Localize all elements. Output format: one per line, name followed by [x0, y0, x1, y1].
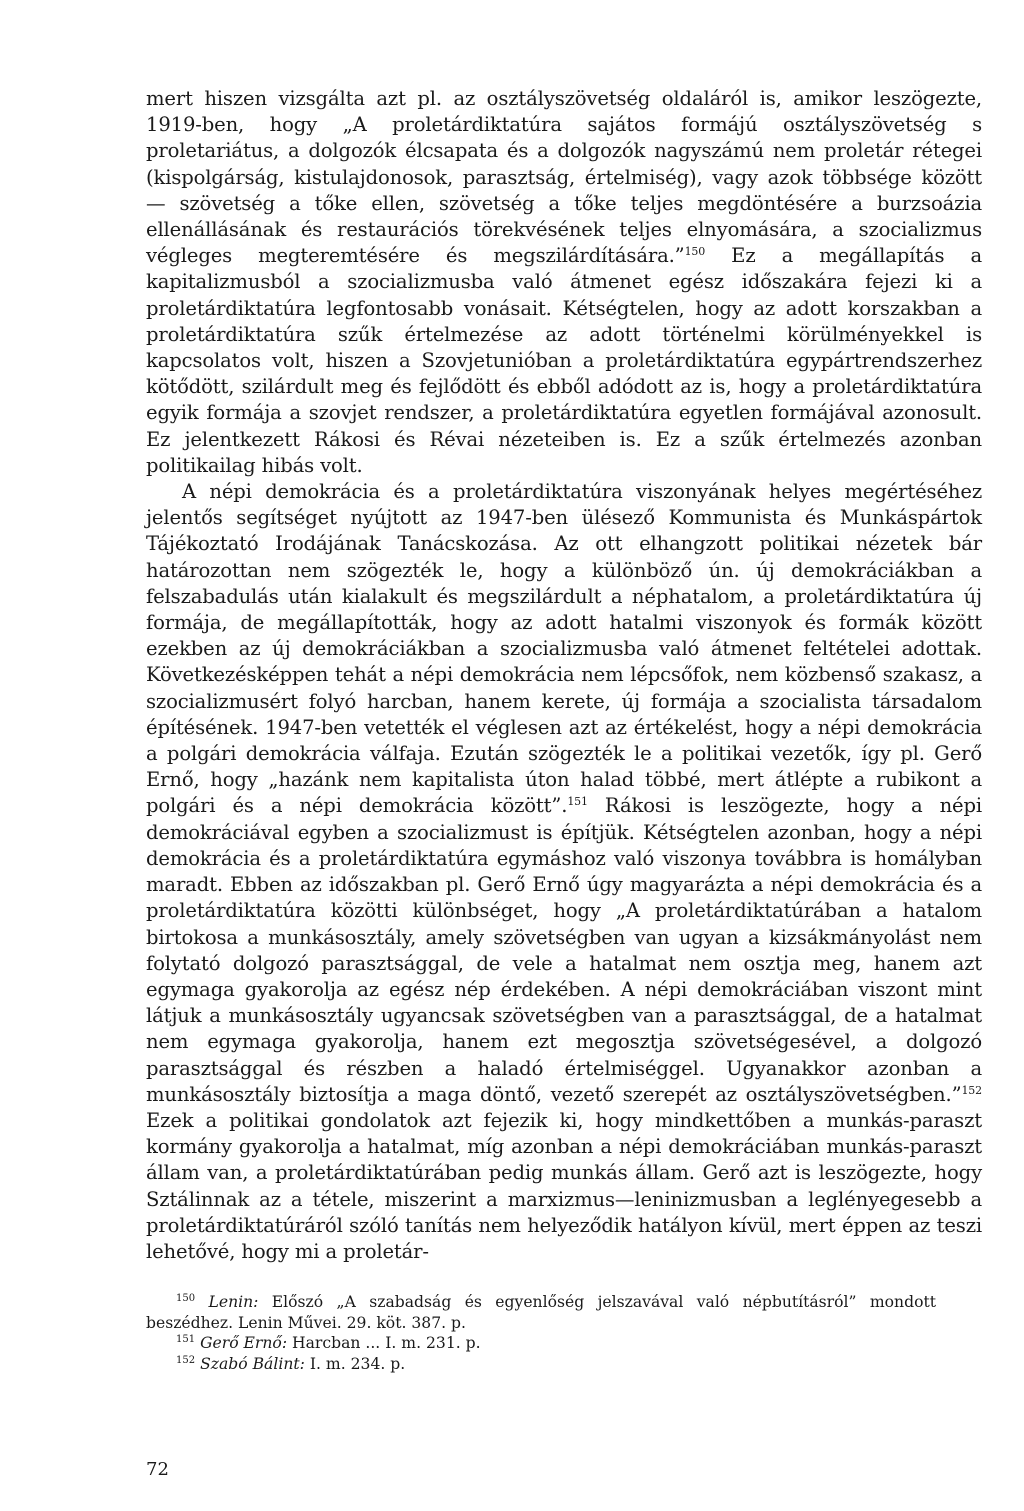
- footnote-text: Harcban ... I. m. 231. p.: [287, 1334, 481, 1352]
- p1-text-2: Ez a megállapítás a kapitalizmusból a szocializmusba való átmenet egész időszakára fejezi ki a proletárdiktatúra legfontosabb vonásait. Kétségtelen, hogy az adott korszakban a proletárdiktatúra szűk értelmezése az adott történelmi körülményekkel is kapcsolatos volt, hiszen a Szovjetunióban a proletárdiktatúra egypártrendszerhez kötődött, szilárdult meg és fejlődött és ebből adódott az is, hogy a proletárdiktatúra egyik formája a szovjet rendszer, a proletárdiktatúra egyetlen formájával azonosult. Ez jelentkezett Rákosi és Révai nézeteiben is. Ez a szűk értelmezés azonban politikailag hibás volt.: [146, 244, 983, 477]
- p2-text-2: Rákosi is leszögezte, hogy a népi demokráciával egyben a szocializmust is építjük. Kétségtelen azonban, hogy a népi demokrácia és a proletárdiktatúra egymáshoz való viszonya továbbra is homályban maradt. Ebben az időszakban pl. Gerő Ernő úgy magyarázta a népi demokrácia és a proletárdiktatúra közötti különbséget, hogy „A proletárdiktatúrában a hatalom birtokosa a munkásosztály, amely szövetségben van ugyan a kizsákmányolást nem folytató dolgozó parasztsággal, de vele a hatalmat nem osztja meg, hanem azt egymaga gyakorolja az egész nép érdekében. A népi demokráciában viszont mint látjuk a munkásosztály ugyancsak szövetségben van a parasztsággal, de a hatalmat nem egymaga gyakorolja, hanem ezt megosztja szövetségesével, a dolgozó parasztsággal és részben a haladó értelmiséggel. Ugyanakkor azonban a munkásosztály biztosítja a maga döntő, vezető szerepét az osztályszövetségben.”: [146, 794, 982, 1106]
- footnote-number: 150: [176, 1293, 196, 1304]
- footnotes: [146, 1292, 936, 1374]
- footnote-ref-151: 151: [567, 795, 588, 809]
- footnote-author: Lenin:: [208, 1293, 259, 1311]
- footnote-ref-150: 150: [684, 245, 706, 259]
- footnote-number: 152: [176, 1354, 196, 1366]
- footnote-150: [146, 1292, 936, 1333]
- paragraph-2: [146, 479, 982, 1265]
- footnote-author: Szabó Bálint:: [200, 1354, 305, 1373]
- footnote-number: 151: [176, 1334, 196, 1345]
- body-text: [146, 86, 982, 1265]
- page-number: 72: [146, 1459, 169, 1480]
- footnote-author: Gerő Ernő:: [200, 1334, 288, 1352]
- footnote-text: Előszó „A szabadság és egyenlőség jelszavával való népbutításról” mondott beszédhez. Lenin Művei. 29. köt. 387. p.: [146, 1293, 936, 1332]
- footnote-151: [146, 1333, 936, 1354]
- footnote-text: I. m. 234. p.: [304, 1354, 406, 1373]
- footnote-ref-152: 152: [961, 1083, 982, 1097]
- p2-text-3: Ezek a politikai gondolatok azt fejezik ki, hogy mindkettőben a munkás-paraszt kormány gyakorolja a hatalmat, míg azonban a népi demokráciában munkás-paraszt állam van, a proletárdiktatúrában pedig munkás állam. Gerő azt is leszögezte, hogy Sztálinnak az a tétele, miszerint a marxizmus—leninizmusban a leglényegesebb a proletárdiktatúráról szóló tanítás nem helyeződik hatályon kívül, mert éppen az teszi lehetővé, hogy mi a proletár-: [146, 1108, 982, 1263]
- p2-text-1: A népi demokrácia és a proletárdiktatúra viszonyának helyes megértéséhez jelentős segítséget nyújtott az 1947-ben ülésező Kommunista és Munkáspártok Tájékoztató Irodájának Tanácskozása. Az ott elhangzott politikai nézetek bár határozottan nem szögezték le, hogy a különböző ún. új demokráciákban a felszabadulás után kialakult és megszilárdult a néphatalom, a proletárdiktatúra új formája, de megállapították, hogy az adott hatalmi viszonyok és formák között ezekben az új demokráciákban a szocializmusba való átmenet feltételei adottak. Következésképpen tehát a népi demokrácia nem lépcsőfok, nem közbenső szakasz, a szocializmusért folyó harcban, hanem kerete, új formája a szocialista társadalom építésének. 1947-ben vetették el véglesen azt az értékelést, hogy a népi demokrácia a polgári demokrácia válfaja. Ezután szögezték le a politikai vezetők, így pl. Gerő Ernő, hogy „hazánk nem kapitalista úton halad többé, mert átlépte a rubikont a polgári és a népi demokrácia között”.: [146, 480, 982, 818]
- footnote-152: [146, 1354, 936, 1375]
- p1-text-1: mert hiszen vizsgálta azt pl. az osztályszövetség oldaláról is, amikor leszögezte, 1919-ben, hogy „A proletárdiktatúra sajátos formájú osztályszövetség s proletariátus, a dolgozók élcsapata és a dolgozók nagyszámú nem proletár rétegei (kispolgárság, kistulajdonosok, parasztság, értelmiség), vagy azok többsége között — szövetség a tőke ellen, szövetség a tőke teljes megdöntésére a burzsoázia ellenállásának és restaurációs törekvésének teljes elnyomására, a szocializmus végleges megteremtésére és megszilárdítására.”: [146, 87, 982, 268]
- paragraph-1: [146, 86, 982, 479]
